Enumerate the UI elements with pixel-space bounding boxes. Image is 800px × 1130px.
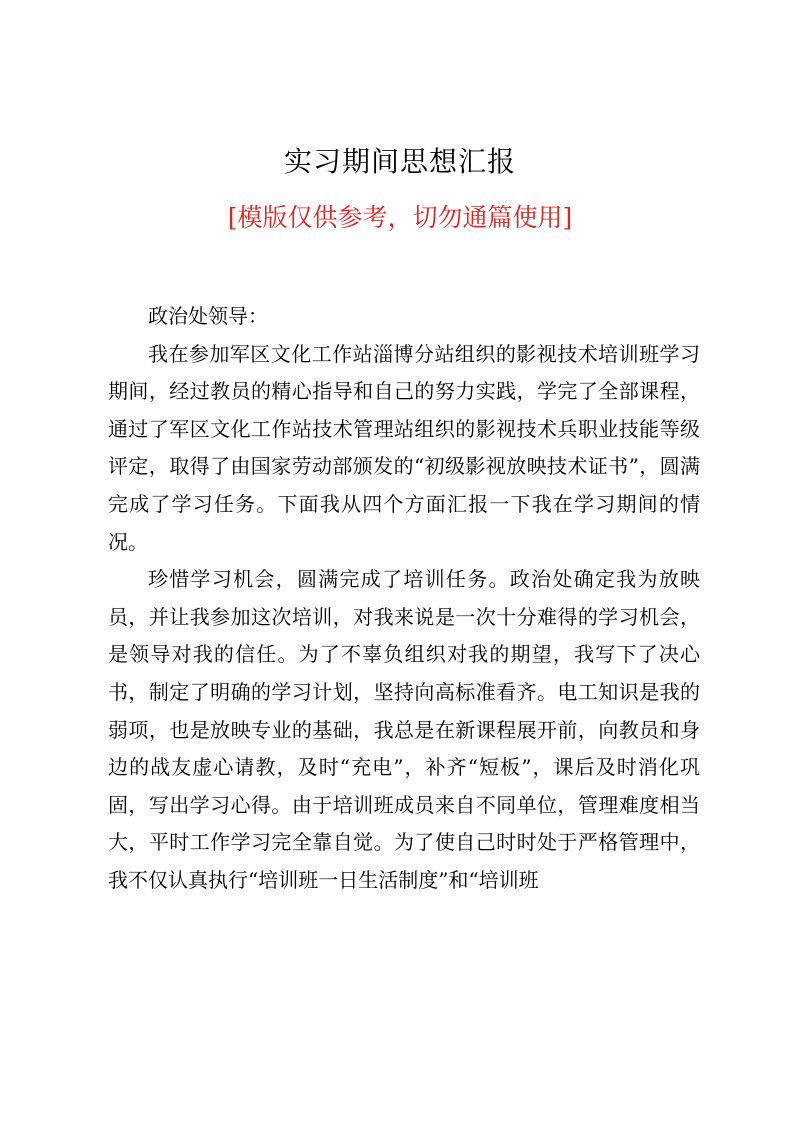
document-body [108,298,700,900]
paragraph-intro: 我在参加军区文化工作站淄博分站组织的影视技术培训班学习期间，经过教员的精心指导和自己的努力实践，学完了全部课程，通过了军区文化工作站技术管理站组织的影视技术兵职业技能等级评定，取得了由国家劳动部颁发的“初级影视放映技术证书”，圆满完成了学习任务。下面我从四个方面汇报一下我在学习期间的情况。 [108,341,700,554]
page-title: 实习期间思想汇报 [283,145,516,178]
paragraph-study-opportunity: 珍惜学习机会，圆满完成了培训任务。政治处确定我为放映员，并让我参加这次培训，对我来说是一次十分难得的学习机会，是领导对我的信任。为了不辜负组织对我的期望，我写下了决心书，制定了明确的学习计划，坚持向高标准看齐。电工知识是我的弱项，也是放映专业的基础，我总是在新课程展开前，向教员和身边的战友虚心请教，及时“充电”，补齐“短板”，课后及时消化巩固，写出学习心得。由于培训班成员来自不同单位，管理难度相当大，平时工作学习完全靠自觉。为了使自己时时处于严格管理中，我不仅认真执行“培训班一日生活制度”和“培训班 [108,567,700,892]
salutation: 政治处领导： [148,304,268,328]
template-notice: [模版仅供参考，切勿通篇使用] [227,203,573,232]
